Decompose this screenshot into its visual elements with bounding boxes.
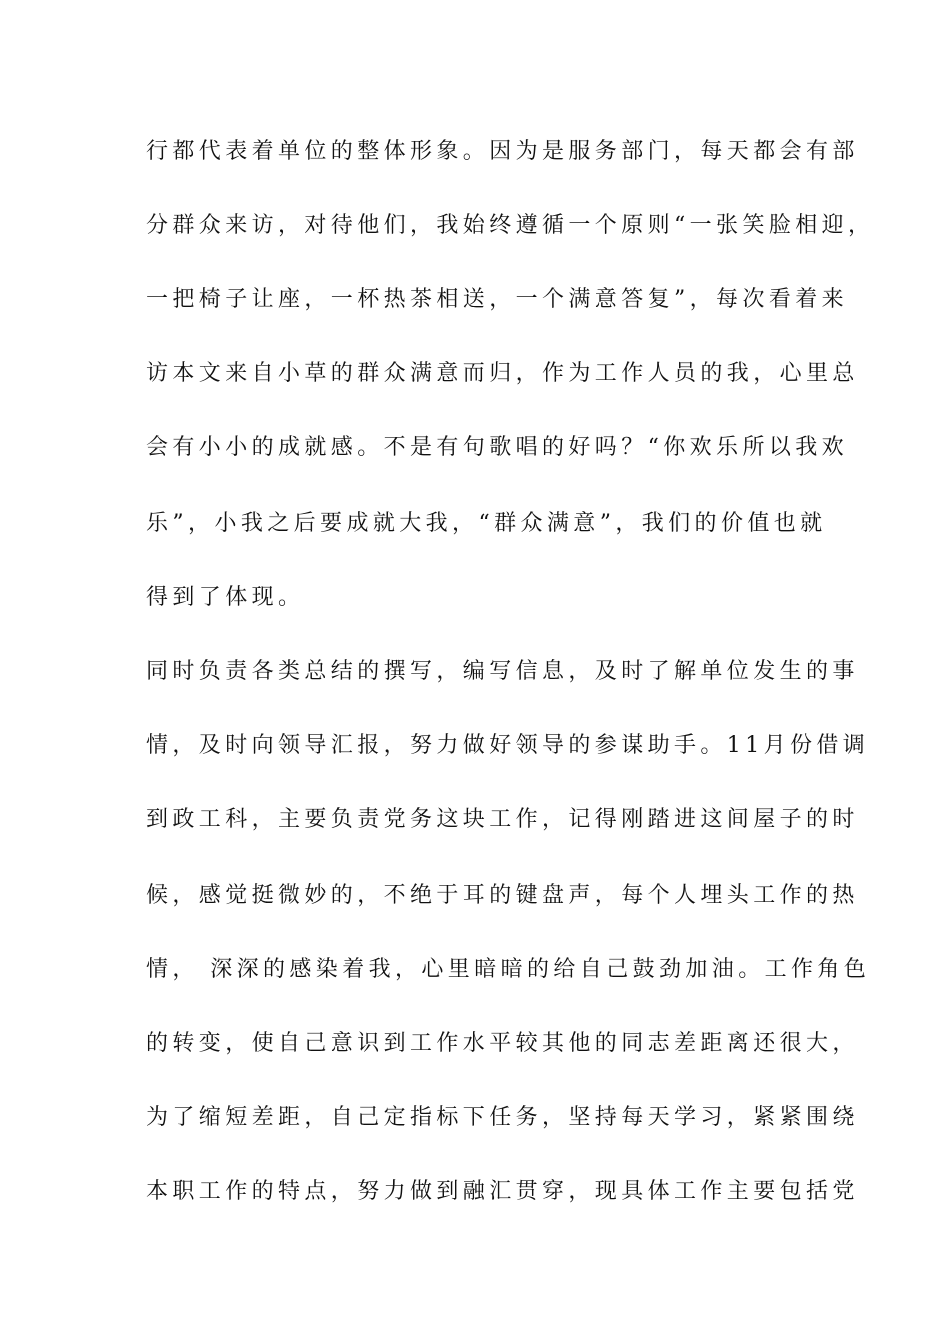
text-line: 的转变，使自己意识到工作水平较其他的同志差距离还很大， [146, 1031, 859, 1056]
text-line: 得到了体现。 [146, 585, 305, 610]
text-line: 到政工科，主要负责党务这块工作，记得刚踏进这间屋子的时 [146, 807, 859, 832]
text-line: 分群众来访，对待他们，我始终遵循一个原则“一张笑脸相迎， [146, 213, 875, 238]
text-line: 候，感觉挺微妙的，不绝于耳的键盘声，每个人埋头工作的热 [146, 883, 859, 908]
text-line: 行都代表着单位的整体形象。因为是服务部门，每天都会有部 [146, 139, 859, 164]
text-line: 本职工作的特点，努力做到融汇贯穿，现具体工作主要包括党 [146, 1179, 859, 1204]
text-line: 会有小小的成就感。不是有句歌唱的好吗？“你欢乐所以我欢 [146, 435, 849, 460]
text-line: 访本文来自小草的群众满意而归，作为工作人员的我，心里总 [146, 361, 859, 386]
text-line: 为了缩短差距，自己定指标下任务，坚持每天学习，紧紧围绕 [146, 1105, 859, 1130]
text-line: 同时负责各类总结的撰写，编写信息，及时了解单位发生的事 [146, 659, 859, 684]
text-line: 乐”，小我之后要成就大我，“群众满意”，我们的价值也就 [146, 511, 827, 536]
text-line: 一把椅子让座，一杯热茶相送，一个满意答复”，每次看着来 [146, 287, 849, 312]
text-line: 情， 深深的感染着我，心里暗暗的给自己鼓劲加油。工作角色 [146, 957, 871, 982]
text-line: 情，及时向领导汇报，努力做好领导的参谋助手。11月份借调 [146, 733, 870, 758]
